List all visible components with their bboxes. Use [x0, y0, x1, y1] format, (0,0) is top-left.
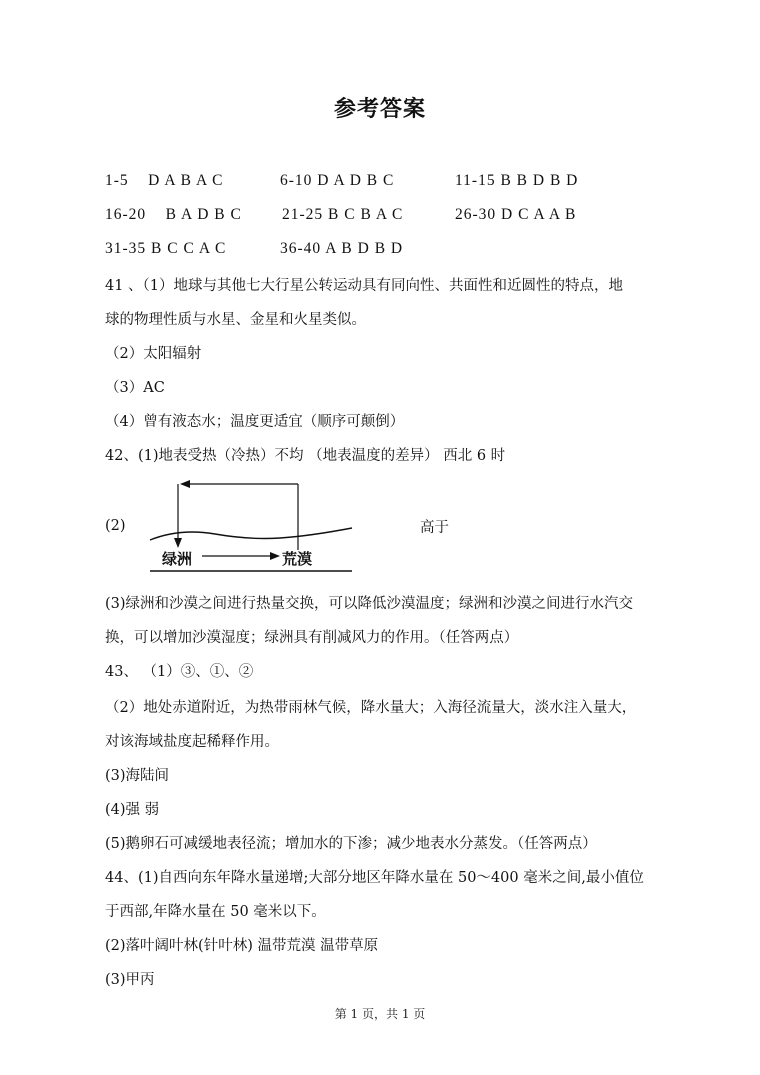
q42-part3-line2: 换，可以增加沙漠湿度；绿洲具有削减风力的作用。（任答两点） — [105, 630, 519, 646]
oasis-label: 绿洲 — [162, 550, 193, 568]
answer-group — [455, 206, 576, 224]
answer-letters: D C A A B — [501, 206, 577, 223]
answer-range: 36-40 — [280, 240, 322, 257]
answer-range: 21-25 — [282, 206, 324, 223]
answer-range: 6-10 — [280, 172, 313, 189]
answer-letters: D A D B C — [317, 172, 395, 189]
q43-part4: (4)强 弱 — [105, 802, 160, 818]
answer-letters: B C C A C — [151, 240, 227, 257]
q43-part3: (3)海陆间 — [105, 768, 170, 784]
circulation-diagram — [140, 476, 360, 576]
answer-group — [280, 172, 394, 190]
q41-part4: （4）曾有液态水；温度更适宜（顺序可颠倒） — [105, 414, 405, 430]
q44-part2: (2)落叶阔叶林(针叶林) 温带荒漠 温带草原 — [105, 938, 379, 954]
q41-line2: 球的物理性质与水星、金星和火星类似。 — [105, 312, 366, 328]
page-title: 参考答案 — [333, 97, 426, 122]
answer-letters: A B D B D — [325, 240, 404, 257]
answer-range: 11-15 — [455, 172, 496, 189]
answer-group — [105, 172, 224, 190]
q43-part1: 43、 （1）③、①、② — [105, 664, 254, 680]
q43-part2-line2: 对该海域盐度起稀释作用。 — [105, 734, 279, 750]
answer-group — [455, 172, 578, 190]
q42-higher-text: 高于 — [420, 520, 449, 536]
surface-arrow-head — [270, 552, 280, 560]
desert-label: 荒漠 — [282, 550, 313, 568]
q43-part5: (5)鹅卵石可减缓地表径流；增加水的下渗；减少地表水分蒸发。（任答两点） — [105, 836, 597, 852]
q43-part2-line1: （2）地处赤道附近，为热带雨林气候，降水量大；入海径流量大，淡水注入量大， — [105, 700, 637, 716]
q42-part1: 42、(1)地表受热（冷热）不均 （地表温度的差异） 西北 6 时 — [105, 448, 506, 464]
answer-group — [282, 206, 403, 224]
answer-range: 1-5 — [105, 172, 129, 189]
answer-group — [105, 206, 242, 224]
answer-letters: D A B A C — [148, 172, 224, 189]
q41-part2: （2）太阳辐射 — [105, 346, 202, 362]
answer-group — [280, 240, 403, 258]
q44-part1-line1: 44、(1)自西向东年降水量递增;大部分地区年降水量在 50～400 毫米之间,最小值位 — [105, 870, 644, 886]
answer-letters: B A D B C — [165, 206, 242, 223]
upper-arrow-head — [180, 480, 190, 488]
q42-part2-label: (2) — [105, 518, 126, 534]
sinking-arrow-head — [174, 538, 182, 548]
page-footer: 第 1 页，共 1 页 — [334, 1007, 426, 1021]
q41-part3: （3）AC — [105, 380, 165, 396]
q42-part3-line1: (3)绿洲和沙漠之间进行热量交换，可以降低沙漠温度；绿洲和沙漠之间进行水汽交 — [105, 596, 634, 612]
q41-line1: 41 、（1）地球与其他七大行星公转运动具有同向性、共面性和近圆性的特点，地 — [105, 278, 624, 294]
answer-range: 26-30 — [455, 206, 497, 223]
q44-part3: (3)甲丙 — [105, 972, 155, 988]
answer-group — [105, 240, 226, 258]
answer-range: 16-20 — [105, 206, 147, 223]
answer-letters: B B D B D — [500, 172, 579, 189]
answer-letters: B C B A C — [328, 206, 404, 223]
answer-range: 31-35 — [105, 240, 147, 257]
q44-part1-line2: 于西部,年降水量在 50 毫米以下。 — [105, 904, 326, 920]
